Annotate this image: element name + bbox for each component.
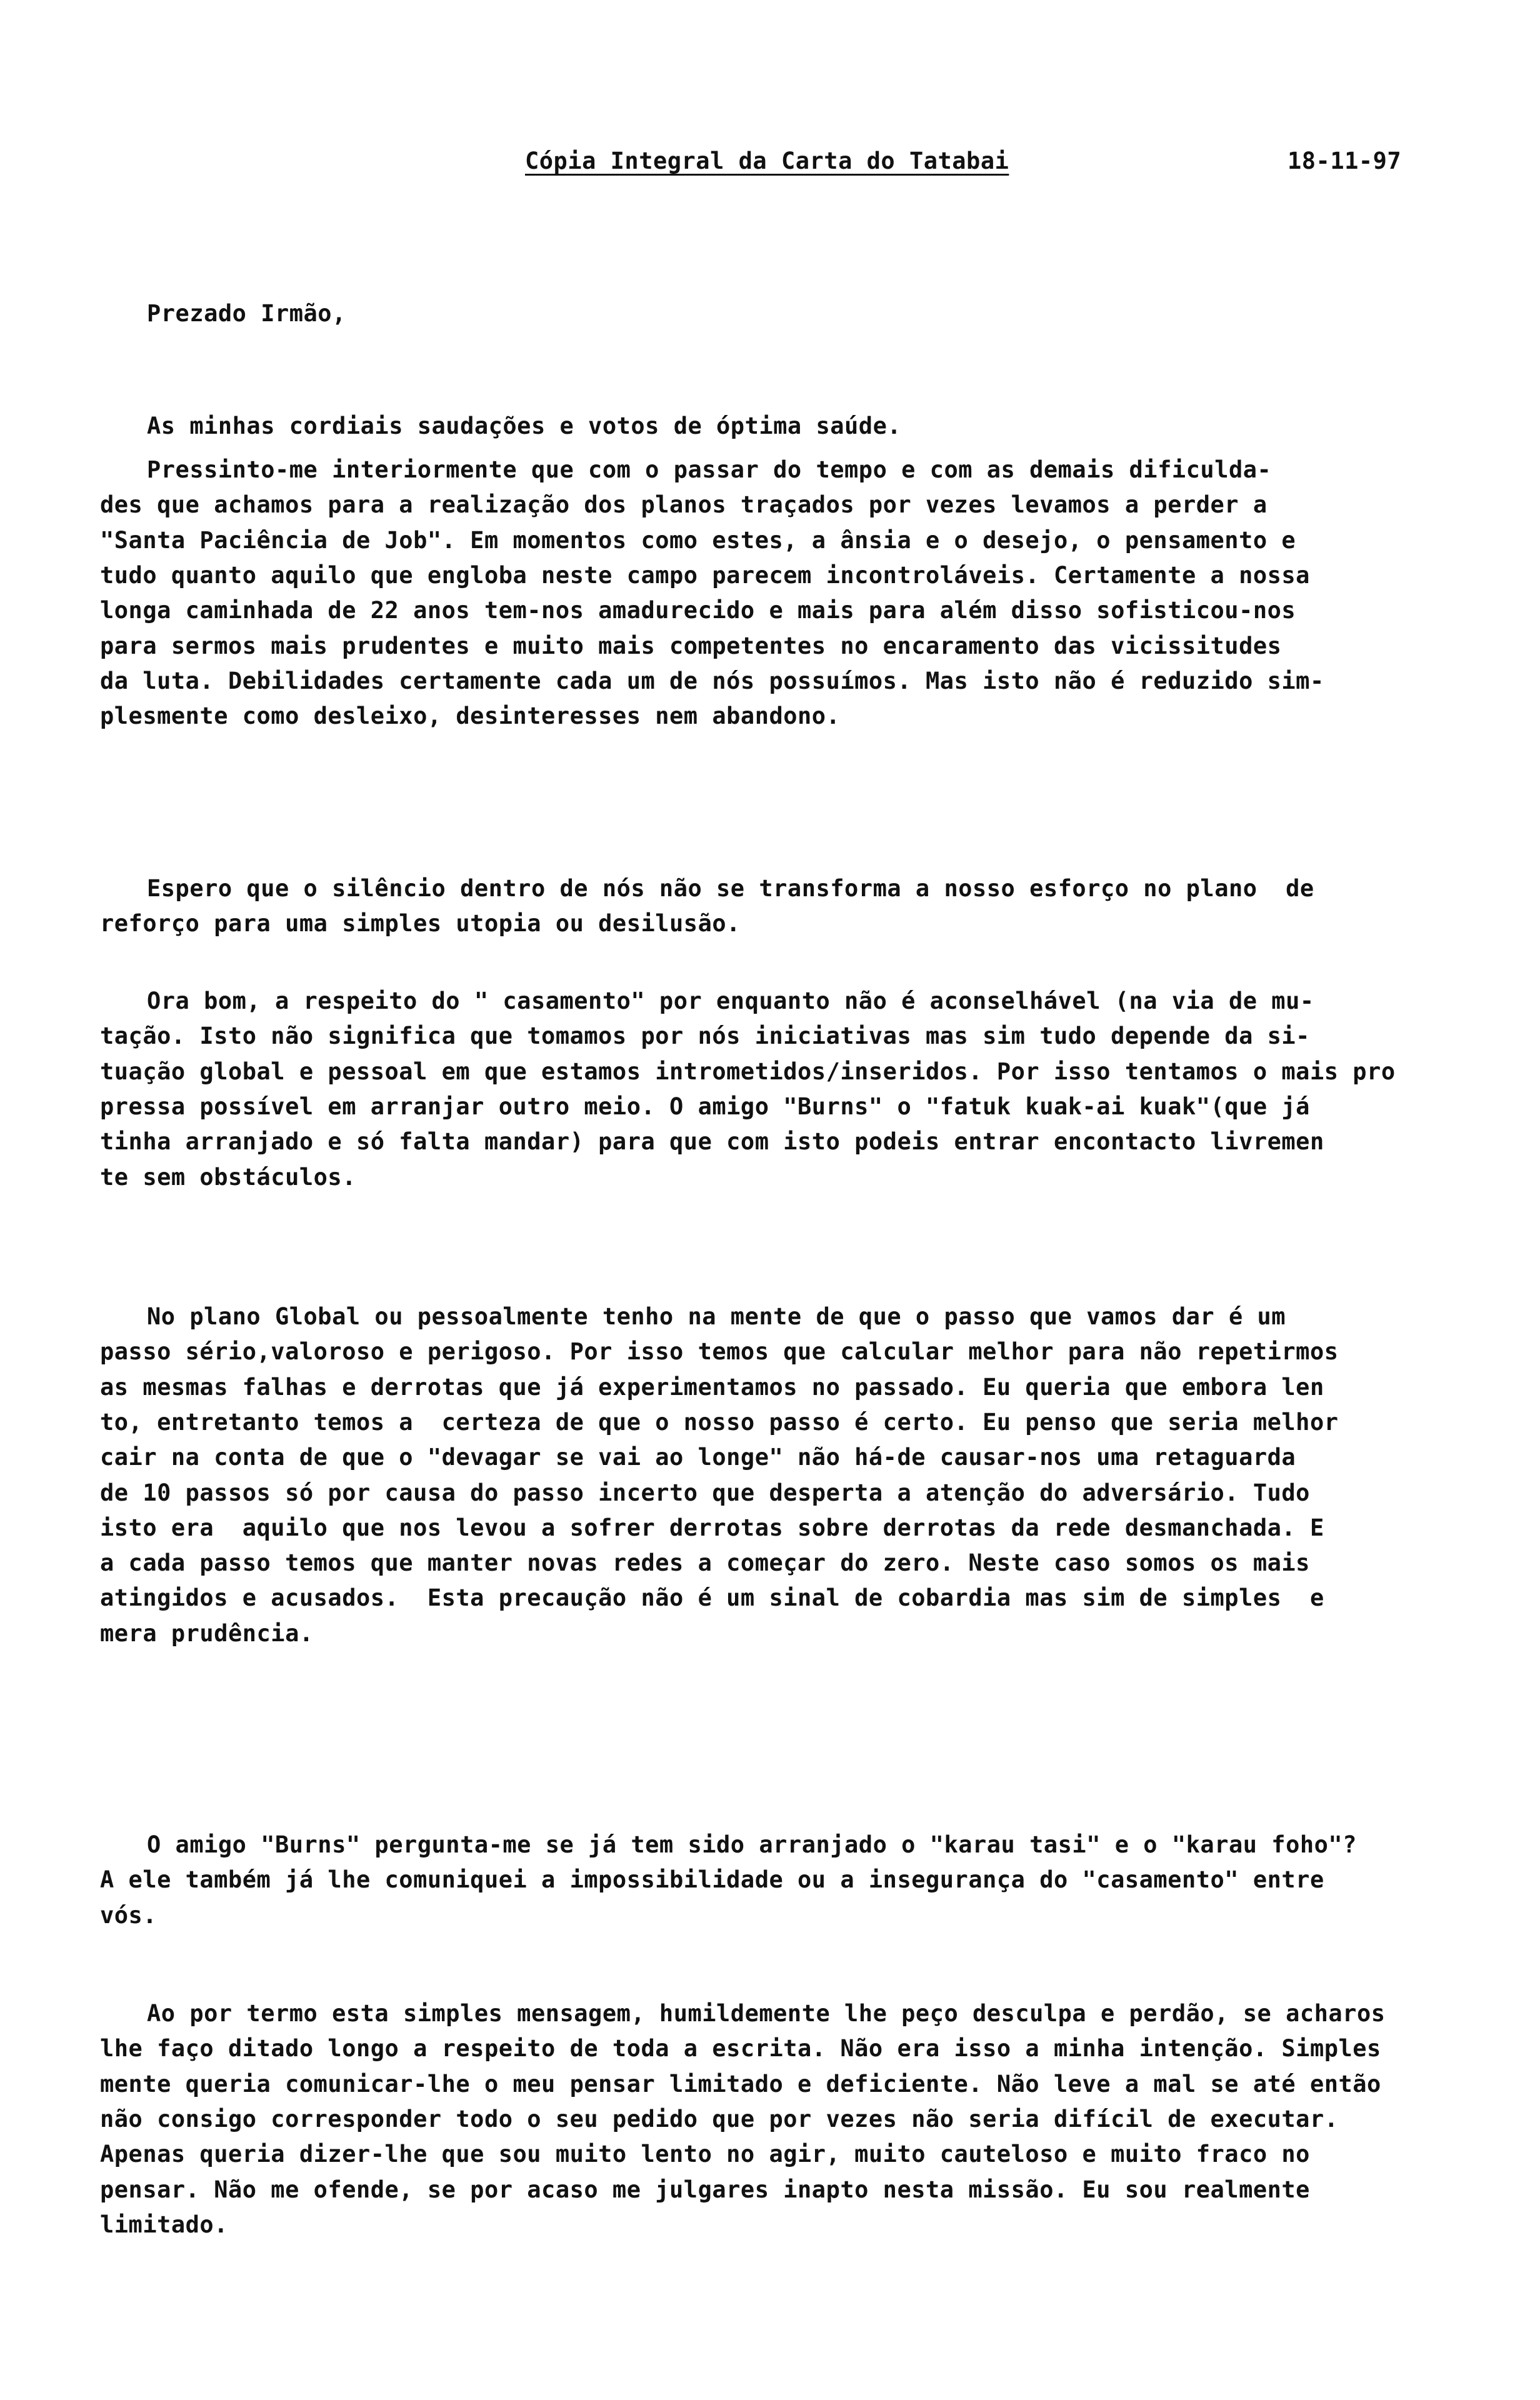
- text-line: pressa possível em arranjar outro meio. O amigo "Burns" o "fatuk kuak-ai kuak"(que já: [100, 1092, 1310, 1120]
- text-line: des que achamos para a realização dos planos traçados por vezes levamos a perder a: [100, 491, 1268, 519]
- text-line: não consigo corresponder todo o seu pedido que por vezes não seria difícil de executar.: [100, 2105, 1339, 2132]
- text-line: to, entretanto temos a certeza de que o nosso passo é certo. Eu penso que seria melhor: [100, 1408, 1339, 1436]
- text-line: No plano Global ou pessoalmente tenho na mente de que o passo que vamos dar é um: [147, 1303, 1286, 1330]
- text-line: de 10 passos só por causa do passo incerto que desperta a atenção do adversário. Tudo: [100, 1479, 1310, 1506]
- text-line: a cada passo temos que manter novas redes a começar do zero. Neste caso somos os mais: [100, 1549, 1310, 1577]
- text-line: mente queria comunicar-lhe o meu pensar limitado e deficiente. Não leve a mal se até então: [100, 2070, 1381, 2098]
- text-line: tuação global e pessoal em que estamos intrometidos/inseridos. Por isso tentamos o mais pro: [100, 1058, 1396, 1085]
- text-line: mera prudência.: [100, 1619, 314, 1647]
- text-line: Espero que o silêncio dentro de nós não se transforma a nosso esforço no plano de: [147, 875, 1314, 902]
- text-line: vós.: [100, 1901, 158, 1929]
- text-line: reforço para uma simples utopia ou desilusão.: [100, 910, 741, 938]
- text-line: plesmente como desleixo, desinteresses nem abandono.: [100, 702, 841, 730]
- letter-title: Cópia Integral da Carta do Tatabai: [525, 148, 1009, 174]
- text-line: isto era aquilo que nos levou a sofrer derrotas sobre derrotas da rede desmanchada. E: [100, 1514, 1324, 1541]
- text-line: longa caminhada de 22 anos tem-nos amadurecido e mais para além disso sofisticou-nos: [100, 597, 1296, 624]
- text-line: Ora bom, a respeito do " casamento" por enquanto não é aconselhável (na via de mu-: [147, 988, 1314, 1014]
- text-line: lhe faço ditado longo a respeito de toda a escrita. Não era isso a minha intenção. Simples: [100, 2035, 1381, 2062]
- text-line: cair na conta de que o "devagar se vai ao longe" não há-de causar-nos uma retaguarda: [100, 1444, 1296, 1471]
- text-line: as mesmas falhas e derrotas que já experimentamos no passado. Eu queria que embora len: [100, 1373, 1324, 1401]
- text-line: A ele também já lhe comuniquei a impossibilidade ou a insegurança do "casamento" entre: [100, 1866, 1324, 1894]
- text-line: pensar. Não me ofende, se por acaso me julgares inapto nesta missão. Eu sou realmente: [100, 2176, 1310, 2203]
- text-line: para sermos mais prudentes e muito mais competentes no encaramento das vicissitudes: [100, 632, 1282, 659]
- text-line: da luta. Debilidades certamente cada um de nós possuímos. Mas isto não é reduzido sim-: [100, 667, 1324, 694]
- text-line: "Santa Paciência de Job". Em momentos como estes, a ânsia e o desejo, o pensamento e: [100, 526, 1296, 554]
- text-line: As minhas cordiais saudações e votos de óptima saúde.: [147, 412, 902, 439]
- text-line: atingidos e acusados. Esta precaução não é um sinal de cobardia mas sim de simples e: [100, 1584, 1324, 1612]
- text-line: Pressinto-me interiormente que com o passar do tempo e com as demais dificulda-: [147, 456, 1272, 483]
- text-line: te sem obstáculos.: [100, 1163, 356, 1191]
- letter-date: 18-11-97: [1288, 148, 1402, 174]
- text-line: limitado.: [100, 2211, 228, 2238]
- text-line: O amigo "Burns" pergunta-me se já tem sido arranjado o "karau tasi" e o "karau foho"?: [147, 1831, 1357, 1858]
- text-line: tinha arranjado e só falta mandar) para que com isto podeis entrar encontacto livremen: [100, 1128, 1324, 1156]
- text-line: tudo quanto aquilo que engloba neste campo parecem incontroláveis. Certamente a nossa: [100, 561, 1310, 589]
- text-line: tação. Isto não significa que tomamos por nós iniciativas mas sim tudo depende da si-: [100, 1022, 1310, 1050]
- salutation: Prezado Irmão,: [147, 300, 346, 327]
- text-line: Ao por termo esta simples mensagem, humildemente lhe peço desculpa e perdão, se acharos: [147, 2000, 1386, 2027]
- text-line: Apenas queria dizer-lhe que sou muito lento no agir, muito cauteloso e muito fraco no: [100, 2141, 1310, 2168]
- text-line: passo sério,valoroso e perigoso. Por isso temos que calcular melhor para não repetirmos: [100, 1338, 1339, 1366]
